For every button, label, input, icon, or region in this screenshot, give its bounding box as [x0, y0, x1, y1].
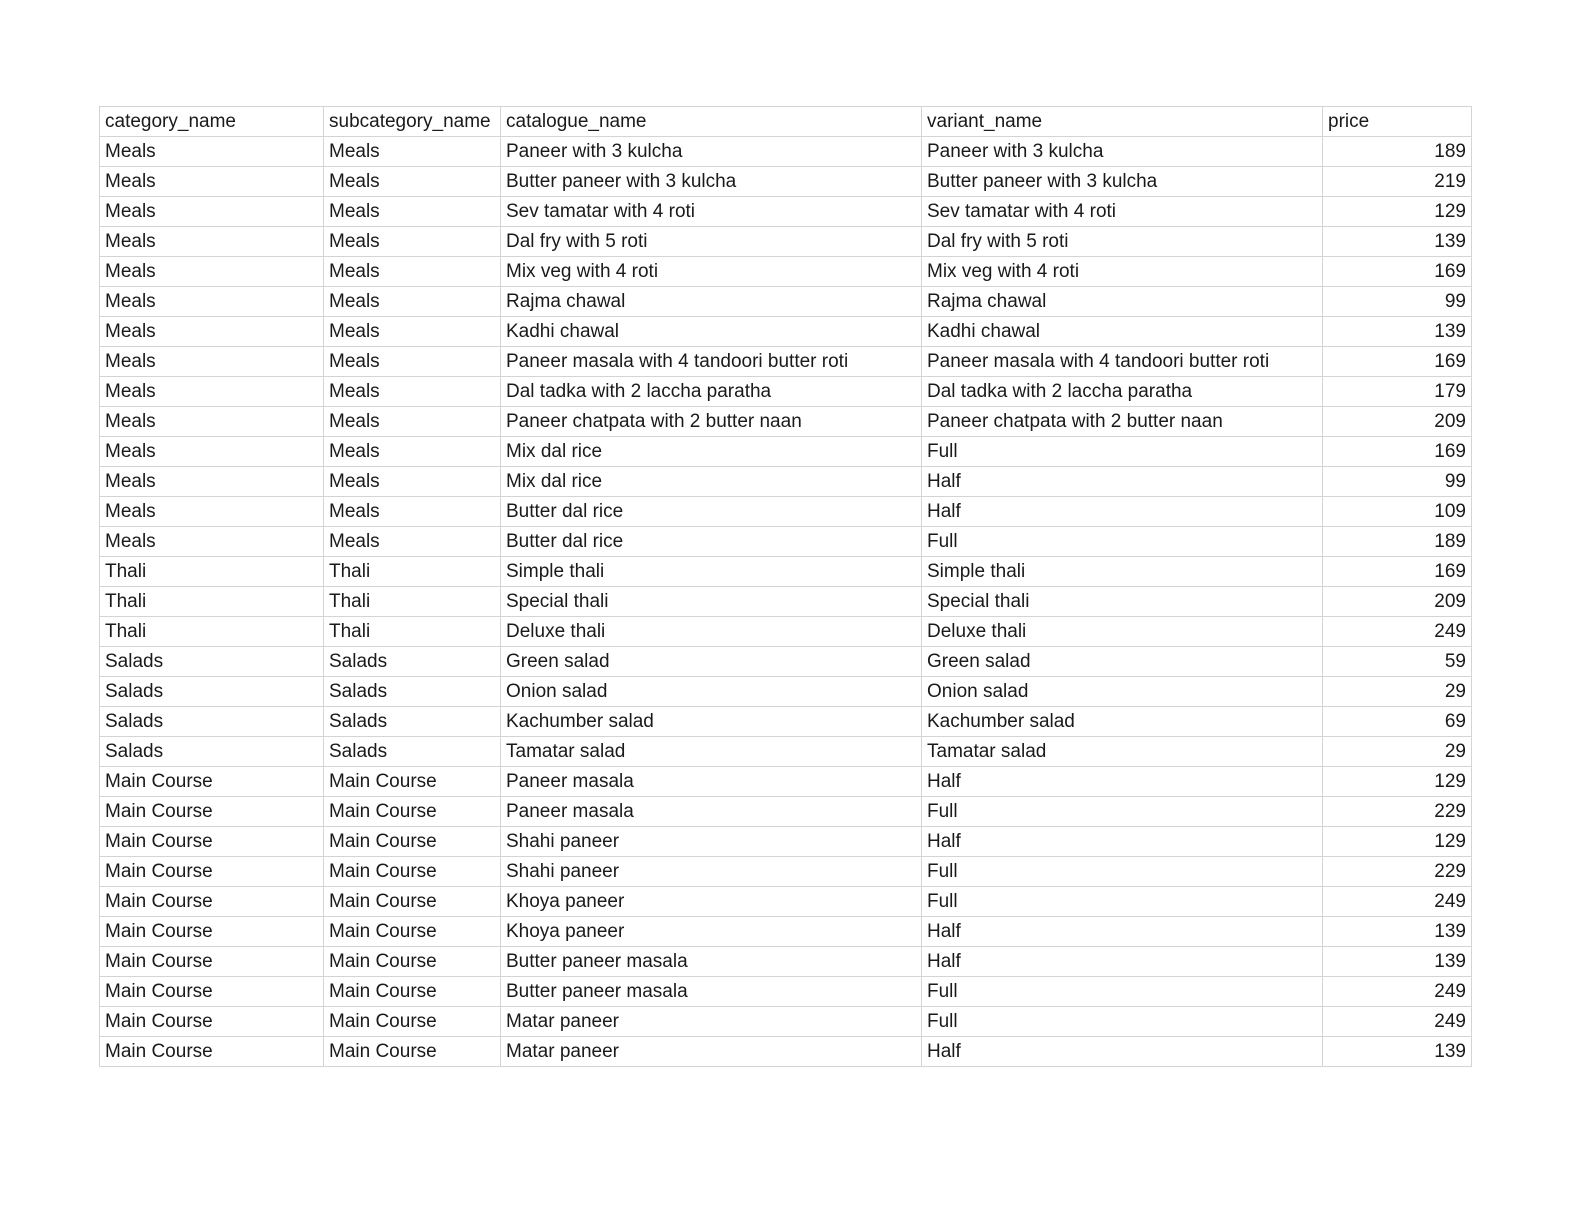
catalogue-name-cell: Shahi paneer — [501, 857, 922, 887]
price-cell: 139 — [1323, 947, 1472, 977]
price-cell: 129 — [1323, 197, 1472, 227]
table-row — [100, 197, 1472, 227]
category-name-cell: Main Course — [100, 887, 324, 917]
variant-name-cell: Deluxe thali — [922, 617, 1323, 647]
variant-name-cell: Full — [922, 527, 1323, 557]
category-name-cell: Meals — [100, 347, 324, 377]
catalogue-name-cell: Kachumber salad — [501, 707, 922, 737]
category-name-cell: Meals — [100, 197, 324, 227]
table-row — [100, 167, 1472, 197]
table-row — [100, 827, 1472, 857]
table-body — [100, 137, 1472, 1067]
catalogue-name-cell: Deluxe thali — [501, 617, 922, 647]
menu-table — [99, 106, 1472, 1067]
variant-name-cell: Paneer with 3 kulcha — [922, 137, 1323, 167]
table-row — [100, 917, 1472, 947]
catalogue-name-cell: Dal fry with 5 roti — [501, 227, 922, 257]
table-row — [100, 707, 1472, 737]
catalogue-name-cell: Rajma chawal — [501, 287, 922, 317]
table-row — [100, 587, 1472, 617]
variant-name-cell: Full — [922, 887, 1323, 917]
catalogue-name-cell: Special thali — [501, 587, 922, 617]
subcategory-name-cell: Meals — [324, 497, 501, 527]
variant-name-cell: Full — [922, 797, 1323, 827]
category-name-cell: Meals — [100, 227, 324, 257]
subcategory-name-cell: Salads — [324, 737, 501, 767]
category-name-cell: Meals — [100, 377, 324, 407]
catalogue-name-cell: Tamatar salad — [501, 737, 922, 767]
variant-name-cell: Green salad — [922, 647, 1323, 677]
category-name-cell: Main Course — [100, 1007, 324, 1037]
catalogue-name-cell: Butter dal rice — [501, 497, 922, 527]
category-name-cell: Salads — [100, 647, 324, 677]
subcategory-name-cell: Meals — [324, 437, 501, 467]
price-cell: 99 — [1323, 287, 1472, 317]
price-cell: 139 — [1323, 1037, 1472, 1067]
price-cell: 249 — [1323, 1007, 1472, 1037]
category-name-cell: Main Course — [100, 977, 324, 1007]
price-cell: 209 — [1323, 407, 1472, 437]
price-cell: 59 — [1323, 647, 1472, 677]
category-name-cell: Main Course — [100, 947, 324, 977]
subcategory-name-cell: Salads — [324, 707, 501, 737]
table-row — [100, 1007, 1472, 1037]
catalogue-name-cell: Khoya paneer — [501, 887, 922, 917]
variant-name-cell: Mix veg with 4 roti — [922, 257, 1323, 287]
category-name-cell: Meals — [100, 317, 324, 347]
catalogue-name-cell: Paneer with 3 kulcha — [501, 137, 922, 167]
table-row — [100, 557, 1472, 587]
variant-name-cell: Full — [922, 977, 1323, 1007]
variant-name-cell: Paneer masala with 4 tandoori butter roti — [922, 347, 1323, 377]
catalogue-name-cell: Mix dal rice — [501, 437, 922, 467]
variant-name-cell: Paneer chatpata with 2 butter naan — [922, 407, 1323, 437]
catalogue-name-cell: Butter paneer with 3 kulcha — [501, 167, 922, 197]
catalogue-name-cell: Matar paneer — [501, 1007, 922, 1037]
price-cell: 109 — [1323, 497, 1472, 527]
variant-name-cell: Half — [922, 1037, 1323, 1067]
price-cell: 139 — [1323, 227, 1472, 257]
price-cell: 169 — [1323, 347, 1472, 377]
subcategory-name-cell: Main Course — [324, 827, 501, 857]
category-name-cell: Salads — [100, 707, 324, 737]
column-header-subcategory-name: subcategory_name — [324, 107, 501, 137]
category-name-cell: Meals — [100, 407, 324, 437]
price-cell: 249 — [1323, 617, 1472, 647]
table-row — [100, 887, 1472, 917]
category-name-cell: Meals — [100, 467, 324, 497]
variant-name-cell: Onion salad — [922, 677, 1323, 707]
price-cell: 69 — [1323, 707, 1472, 737]
catalogue-name-cell: Green salad — [501, 647, 922, 677]
variant-name-cell: Dal tadka with 2 laccha paratha — [922, 377, 1323, 407]
subcategory-name-cell: Meals — [324, 257, 501, 287]
catalogue-name-cell: Butter paneer masala — [501, 977, 922, 1007]
category-name-cell: Main Course — [100, 797, 324, 827]
column-header-catalogue-name: catalogue_name — [501, 107, 922, 137]
variant-name-cell: Kachumber salad — [922, 707, 1323, 737]
subcategory-name-cell: Main Course — [324, 1007, 501, 1037]
subcategory-name-cell: Main Course — [324, 917, 501, 947]
table-row — [100, 137, 1472, 167]
variant-name-cell: Half — [922, 767, 1323, 797]
column-header-category-name: category_name — [100, 107, 324, 137]
catalogue-name-cell: Khoya paneer — [501, 917, 922, 947]
subcategory-name-cell: Main Course — [324, 767, 501, 797]
table-row — [100, 767, 1472, 797]
price-cell: 229 — [1323, 797, 1472, 827]
catalogue-name-cell: Paneer masala — [501, 797, 922, 827]
subcategory-name-cell: Meals — [324, 527, 501, 557]
price-cell: 99 — [1323, 467, 1472, 497]
catalogue-name-cell: Sev tamatar with 4 roti — [501, 197, 922, 227]
price-cell: 169 — [1323, 557, 1472, 587]
subcategory-name-cell: Main Course — [324, 977, 501, 1007]
subcategory-name-cell: Meals — [324, 287, 501, 317]
category-name-cell: Main Course — [100, 827, 324, 857]
category-name-cell: Main Course — [100, 917, 324, 947]
variant-name-cell: Half — [922, 917, 1323, 947]
table-row — [100, 857, 1472, 887]
variant-name-cell: Half — [922, 467, 1323, 497]
table-row — [100, 947, 1472, 977]
variant-name-cell: Special thali — [922, 587, 1323, 617]
price-cell: 29 — [1323, 677, 1472, 707]
variant-name-cell: Full — [922, 437, 1323, 467]
variant-name-cell: Full — [922, 1007, 1323, 1037]
subcategory-name-cell: Main Course — [324, 857, 501, 887]
subcategory-name-cell: Meals — [324, 467, 501, 497]
table-row — [100, 347, 1472, 377]
subcategory-name-cell: Main Course — [324, 797, 501, 827]
subcategory-name-cell: Meals — [324, 347, 501, 377]
variant-name-cell: Rajma chawal — [922, 287, 1323, 317]
variant-name-cell: Sev tamatar with 4 roti — [922, 197, 1323, 227]
catalogue-name-cell: Matar paneer — [501, 1037, 922, 1067]
variant-name-cell: Full — [922, 857, 1323, 887]
subcategory-name-cell: Thali — [324, 617, 501, 647]
price-cell: 189 — [1323, 137, 1472, 167]
table-row — [100, 257, 1472, 287]
table-row — [100, 407, 1472, 437]
variant-name-cell: Butter paneer with 3 kulcha — [922, 167, 1323, 197]
price-cell: 139 — [1323, 917, 1472, 947]
price-cell: 129 — [1323, 827, 1472, 857]
table-row — [100, 287, 1472, 317]
category-name-cell: Meals — [100, 137, 324, 167]
table-row — [100, 527, 1472, 557]
table-row — [100, 377, 1472, 407]
category-name-cell: Meals — [100, 287, 324, 317]
subcategory-name-cell: Meals — [324, 317, 501, 347]
catalogue-name-cell: Mix dal rice — [501, 467, 922, 497]
catalogue-name-cell: Shahi paneer — [501, 827, 922, 857]
subcategory-name-cell: Meals — [324, 227, 501, 257]
subcategory-name-cell: Thali — [324, 587, 501, 617]
table-row — [100, 437, 1472, 467]
table-row — [100, 677, 1472, 707]
category-name-cell: Meals — [100, 257, 324, 287]
catalogue-name-cell: Onion salad — [501, 677, 922, 707]
variant-name-cell: Kadhi chawal — [922, 317, 1323, 347]
subcategory-name-cell: Meals — [324, 167, 501, 197]
category-name-cell: Main Course — [100, 857, 324, 887]
header-row — [100, 107, 1472, 137]
menu-price-sheet — [99, 106, 1472, 1067]
price-cell: 169 — [1323, 257, 1472, 287]
subcategory-name-cell: Meals — [324, 407, 501, 437]
catalogue-name-cell: Mix veg with 4 roti — [501, 257, 922, 287]
catalogue-name-cell: Simple thali — [501, 557, 922, 587]
price-cell: 249 — [1323, 977, 1472, 1007]
table-row — [100, 647, 1472, 677]
variant-name-cell: Half — [922, 947, 1323, 977]
table-row — [100, 737, 1472, 767]
table-row — [100, 617, 1472, 647]
table-row — [100, 227, 1472, 257]
price-cell: 129 — [1323, 767, 1472, 797]
subcategory-name-cell: Main Course — [324, 947, 501, 977]
table-row — [100, 467, 1472, 497]
column-header-variant-name: variant_name — [922, 107, 1323, 137]
price-cell: 229 — [1323, 857, 1472, 887]
subcategory-name-cell: Thali — [324, 557, 501, 587]
category-name-cell: Main Course — [100, 767, 324, 797]
variant-name-cell: Half — [922, 497, 1323, 527]
column-header-price: price — [1323, 107, 1472, 137]
price-cell: 249 — [1323, 887, 1472, 917]
catalogue-name-cell: Dal tadka with 2 laccha paratha — [501, 377, 922, 407]
category-name-cell: Thali — [100, 557, 324, 587]
price-cell: 209 — [1323, 587, 1472, 617]
variant-name-cell: Simple thali — [922, 557, 1323, 587]
catalogue-name-cell: Paneer masala — [501, 767, 922, 797]
price-cell: 139 — [1323, 317, 1472, 347]
subcategory-name-cell: Salads — [324, 647, 501, 677]
table-row — [100, 1037, 1472, 1067]
catalogue-name-cell: Paneer masala with 4 tandoori butter roti — [501, 347, 922, 377]
variant-name-cell: Tamatar salad — [922, 737, 1323, 767]
price-cell: 169 — [1323, 437, 1472, 467]
catalogue-name-cell: Butter paneer masala — [501, 947, 922, 977]
subcategory-name-cell: Meals — [324, 377, 501, 407]
table-row — [100, 977, 1472, 1007]
variant-name-cell: Half — [922, 827, 1323, 857]
table-row — [100, 497, 1472, 527]
category-name-cell: Salads — [100, 737, 324, 767]
category-name-cell: Meals — [100, 527, 324, 557]
table-header — [100, 107, 1472, 137]
catalogue-name-cell: Butter dal rice — [501, 527, 922, 557]
subcategory-name-cell: Salads — [324, 677, 501, 707]
price-cell: 179 — [1323, 377, 1472, 407]
table-row — [100, 797, 1472, 827]
category-name-cell: Main Course — [100, 1037, 324, 1067]
price-cell: 219 — [1323, 167, 1472, 197]
variant-name-cell: Dal fry with 5 roti — [922, 227, 1323, 257]
category-name-cell: Meals — [100, 437, 324, 467]
subcategory-name-cell: Main Course — [324, 887, 501, 917]
table-row — [100, 317, 1472, 347]
price-cell: 29 — [1323, 737, 1472, 767]
subcategory-name-cell: Meals — [324, 137, 501, 167]
catalogue-name-cell: Kadhi chawal — [501, 317, 922, 347]
category-name-cell: Salads — [100, 677, 324, 707]
category-name-cell: Meals — [100, 167, 324, 197]
category-name-cell: Meals — [100, 497, 324, 527]
subcategory-name-cell: Meals — [324, 197, 501, 227]
price-cell: 189 — [1323, 527, 1472, 557]
category-name-cell: Thali — [100, 617, 324, 647]
subcategory-name-cell: Main Course — [324, 1037, 501, 1067]
category-name-cell: Thali — [100, 587, 324, 617]
catalogue-name-cell: Paneer chatpata with 2 butter naan — [501, 407, 922, 437]
